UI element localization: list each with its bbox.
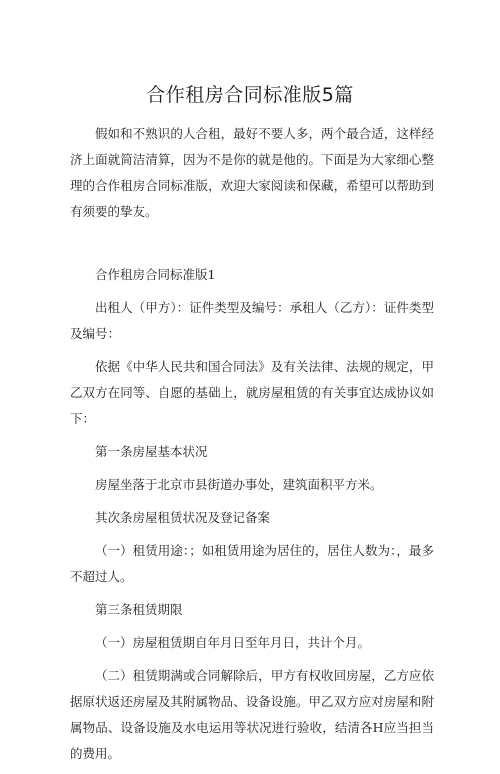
article-1-heading: 第一条房屋基本状况 [95,444,208,459]
document-title: 合作租房合同标准版5篇 [146,84,354,106]
section-heading: 合作租房合同标准版1 [95,267,216,282]
article-3-heading: 第三条租赁期限 [95,602,183,617]
basis-paragraph: 依据《中华人民共和国合同法》及有关法律、法规的规定，甲乙双方在同等、自愿的基础上，就房屋租赁的有关事宜达成协议如下： [70,359,434,426]
article-3-item-2: （二）租赁期满或合同解除后，甲方有权收回房屋，乙方应依据原状返还房屋及其附属物品、设备设施。甲乙双方应对房屋和附属物品、设备设施及水电运用等状况进行验收，结清各H应当担当的费用。 [70,668,434,761]
article-2-heading: 其次条房屋租赁状况及登记备案 [95,510,271,525]
parties-paragraph: 出租人（甲方）：证件类型及编号：承租人（乙方）：证件类型及编号： [70,300,434,341]
article-2-text: （一）租赁用途：；如租赁用途为居住的，居住人数为：，最多不超过人。 [70,543,434,584]
article-1-text: 房屋坐落于北京市县街道办事处，建筑面积平方米。 [95,477,383,492]
article-3-item-1: （一）房屋租赁期自年月日至年月日，共计个月。 [95,635,371,650]
intro-paragraph: 假如和不熟识的人合租，最好不要人多，两个最合适，这样经济上面就简洁清算，因为不是你的就是他的。下面是为大家细心整理的合作租房合同标准版，欢迎大家阅读和保藏，希望可以帮助到有须要的挚友。 [70,126,434,219]
document-body [70,121,434,774]
